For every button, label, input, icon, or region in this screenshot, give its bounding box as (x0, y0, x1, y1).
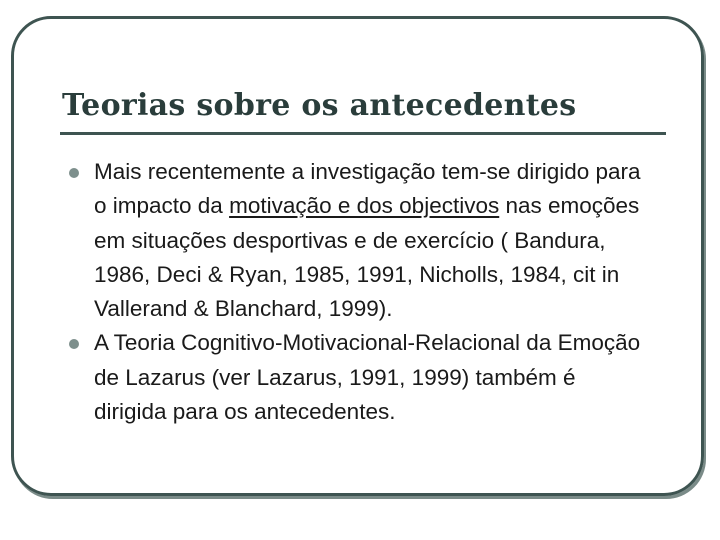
title-underline-rule (60, 132, 666, 135)
bullet-text-part: Mais recentemente a investigação tem-se dirigido para o impacto da (94, 159, 641, 219)
bullet-list (64, 155, 644, 429)
slide-title: Teorias sobre os antecedentes (62, 88, 577, 123)
bullet-text-part: nas emoções em situações desportivas e de exercício ( Bandura, 1986, Deci & Ryan, 1985, 1991, Nicholls, 1984, cit in Vallerand & Blanchard, 1999). (94, 193, 640, 322)
bullet-item-research (64, 155, 644, 326)
bullet-dot-icon (69, 339, 79, 349)
bullet-text: A Teoria Cognitivo-Motivacional-Relacional da Emoção de Lazarus (ver Lazarus, 1991, 1999) também é dirigida para os antecedentes. (94, 330, 641, 425)
bullet-dot-icon (69, 168, 79, 178)
underlined-phrase: motivação e dos objectivos (229, 193, 500, 219)
bullet-item-lazarus-theory (64, 326, 644, 429)
